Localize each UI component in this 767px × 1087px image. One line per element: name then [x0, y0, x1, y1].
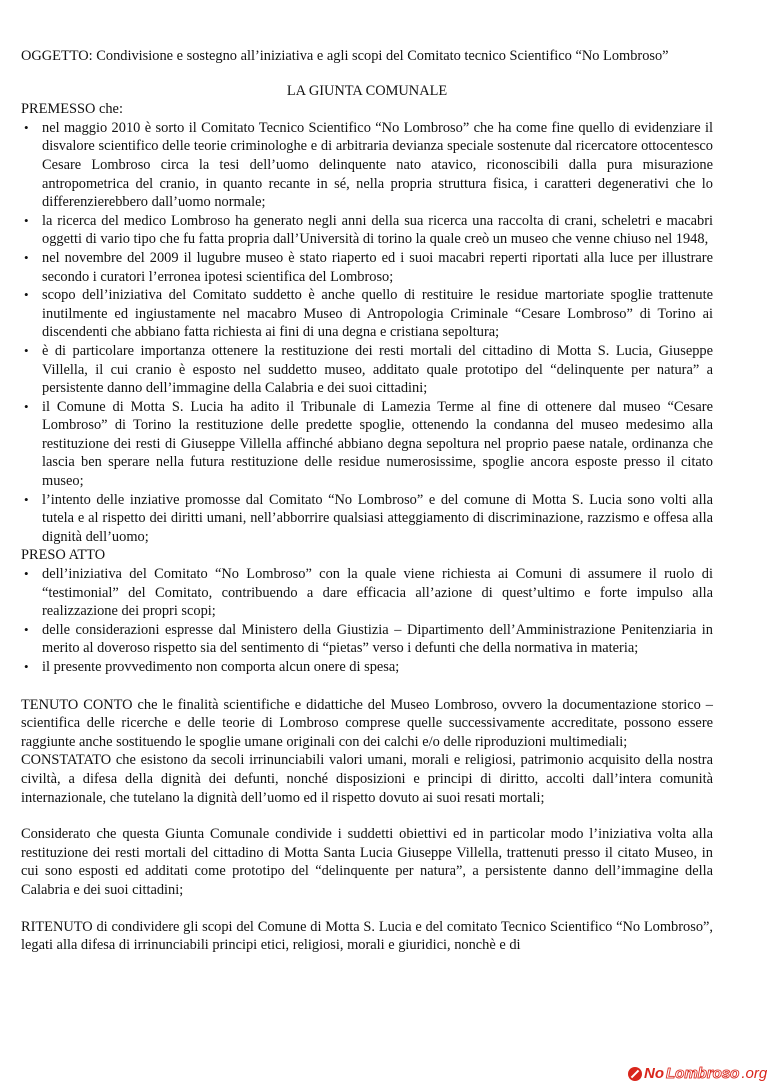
- bullet-icon: •: [24, 287, 29, 303]
- premesso-label: PREMESSO che:: [21, 101, 123, 118]
- list-item: • il presente provvedimento non comporta alcun onere di spesa;: [24, 659, 400, 675]
- preso-atto-label: PRESO ATTO: [21, 547, 106, 564]
- list-item: • il Comune di Motta S. Lucia ha adito il Tribunale di Lamezia Terme al fine di ottenere dal museo “Cesare Lombroso” di Torino la restituzione delle predette spoglie, ottenendo la condanna del museo medesimo alla restituzione dei resti di Giuseppe Villella affinché abbiano degna sepoltura nel proprio paese natale, ordinanza che lascia ben sperare nella futura restituzione delle residue numerosissime, spoglie ancora esposte presso il citato museo;: [24, 398, 713, 490]
- bullet-icon: •: [24, 342, 29, 358]
- constatato-paragraph: CONSTATATO che esistono da secoli irrinunciabili valori umani, morali e religiosi, patrimonio acquisito della nostra civiltà, a difesa della dignità dei defunti, nonché disposizioni e principi di diritto, accolti dall’intera comunità internazionale, che tutelano la dignità dell’uomo ed il rispetto dovuto ai suoi resati mortali;: [21, 752, 713, 806]
- bullet-icon: •: [24, 491, 29, 507]
- document-page: [21, 47, 713, 955]
- list-item: • è di particolare importanza ottenere la restituzione dei resti mortali del cittadino di Motta S. Lucia, Giuseppe Villella, il cui cranio è esposto nel suddetto museo, additato quale prototipo del “delinquente per natura” a persistente danno dell’immagine della Calabria e dei suoi cittadini;: [24, 342, 713, 397]
- list-item: • dell’iniziativa del Comitato “No Lombroso” con la quale viene richiesta ai Comuni di assumere il ruolo di “testimonial” del Comitato, contribuendo a dare efficacia all’azione di quest’ultimo e forte impulso alla realizzazione dei propri scopi;: [24, 566, 713, 620]
- site-watermark-logo: [628, 1064, 767, 1084]
- ritenuto-paragraph: RITENUTO di condividere gli scopi del Comune di Motta S. Lucia e del comitato Tecnico Scientifico “No Lombroso”, legati alla difesa di irrinunciabili principi etici, religiosi, morali e giuridici, nonchè e di: [21, 918, 713, 954]
- list-item: • nel novembre del 2009 il lugubre museo è stato riaperto ed i suoi macabri reperti riportati alla luce per illustrare secondo i curatori l’erronea ipotesi scientifica del Lombroso;: [24, 249, 713, 285]
- watermark-org: .org: [741, 1064, 767, 1082]
- tenuto-conto-paragraph: TENUTO CONTO che le finalità scientifiche e didattiche del Museo Lombroso, ovvero la documentazione storico – scientifica delle ricerche e delle teorie di Lombroso comprese quelle successivamente accreditate, possono essere raggiunte anche sostituendo le spoglie umane originali con dei calchi e/o delle riproduzioni multimediali;: [21, 696, 713, 750]
- bullet-icon: •: [24, 566, 29, 582]
- preso-atto-list: [21, 565, 713, 677]
- no-sign-icon: [628, 1067, 642, 1081]
- watermark-lombroso: Lombroso: [666, 1064, 740, 1082]
- considerato-paragraph: Considerato che questa Giunta Comunale condivide i suddetti obiettivi ed in particolar modo l’iniziativa volta alla restituzione dei resti mortali del cittadino di Motta Santa Lucia Giuseppe Villella, trattenuti presso il citato Museo, in cui sono esposti ed additati come prototipo del “delinquente per natura”, a persistente danno dell’immagine della Calabria e dei suoi cittadini;: [21, 826, 713, 898]
- bullet-icon: •: [24, 119, 29, 135]
- oggetto-line: OGGETTO: Condivisione e sostegno all’iniziativa e agli scopi del Comitato tecnico Scientifico “No Lombroso”: [21, 48, 669, 64]
- premesso-list: [21, 119, 713, 547]
- bullet-icon: •: [24, 398, 29, 414]
- document-heading: LA GIUNTA COMUNALE: [286, 82, 448, 99]
- bullet-icon: •: [24, 212, 29, 228]
- bullet-icon: •: [24, 621, 29, 637]
- list-item: • delle considerazioni espresse dal Ministero della Giustizia – Dipartimento dell’Amministrazione Penitenziaria in merito al doveroso rispetto sia del sentimento di “pietas” verso i defunti che della normativa in materia;: [24, 621, 713, 657]
- bullet-icon: •: [24, 659, 29, 674]
- list-item: • scopo dell’iniziativa del Comitato suddetto è anche quello di restituire le residue martoriate spoglie trattenute inutilmente ed ingiustamente nel macabro Museo di Antropologia Criminale “Cesare Lombroso” di Torino ai discendenti che abbiano fatta richiesta ai fini di una degna e cristiana sepoltura;: [24, 287, 713, 341]
- list-item: • l’intento delle inziative promosse dal Comitato “No Lombroso” e del comune di Motta S. Lucia sono volti alla tutela e al rispetto dei diritti umani, nell’abborrire qualsiasi atteggiamento di discriminazione, razzismo e offesa alla dignità dell’uomo;: [24, 491, 713, 545]
- bullet-icon: •: [24, 249, 29, 265]
- watermark-no: No: [644, 1064, 664, 1082]
- list-item: • nel maggio 2010 è sorto il Comitato Tecnico Scientifico “No Lombroso” che ha come fine quello di evidenziare il disvalore scientifico delle teorie criminologhe e di arbitraria devianza speciale sostenute dal ricercatore ottocentesco Cesare Lombroso circa la tesi dell’uomo delinquente nato atavico, riconoscibili dalla pura misurazione antropometrica del cranio, in quanto recante in sé, nella propria struttura fisica, i caratteri degenerativi che lo differenzierebbero dall’uomo normale;: [24, 119, 713, 211]
- list-item: • la ricerca del medico Lombroso ha generato negli anni della sua ricerca una raccolta di crani, scheletri e macabri oggetti di vario tipo che fu fatta propria dall’Università di torino la quale creò un museo che venne chiuso nel 1948,: [24, 212, 713, 248]
